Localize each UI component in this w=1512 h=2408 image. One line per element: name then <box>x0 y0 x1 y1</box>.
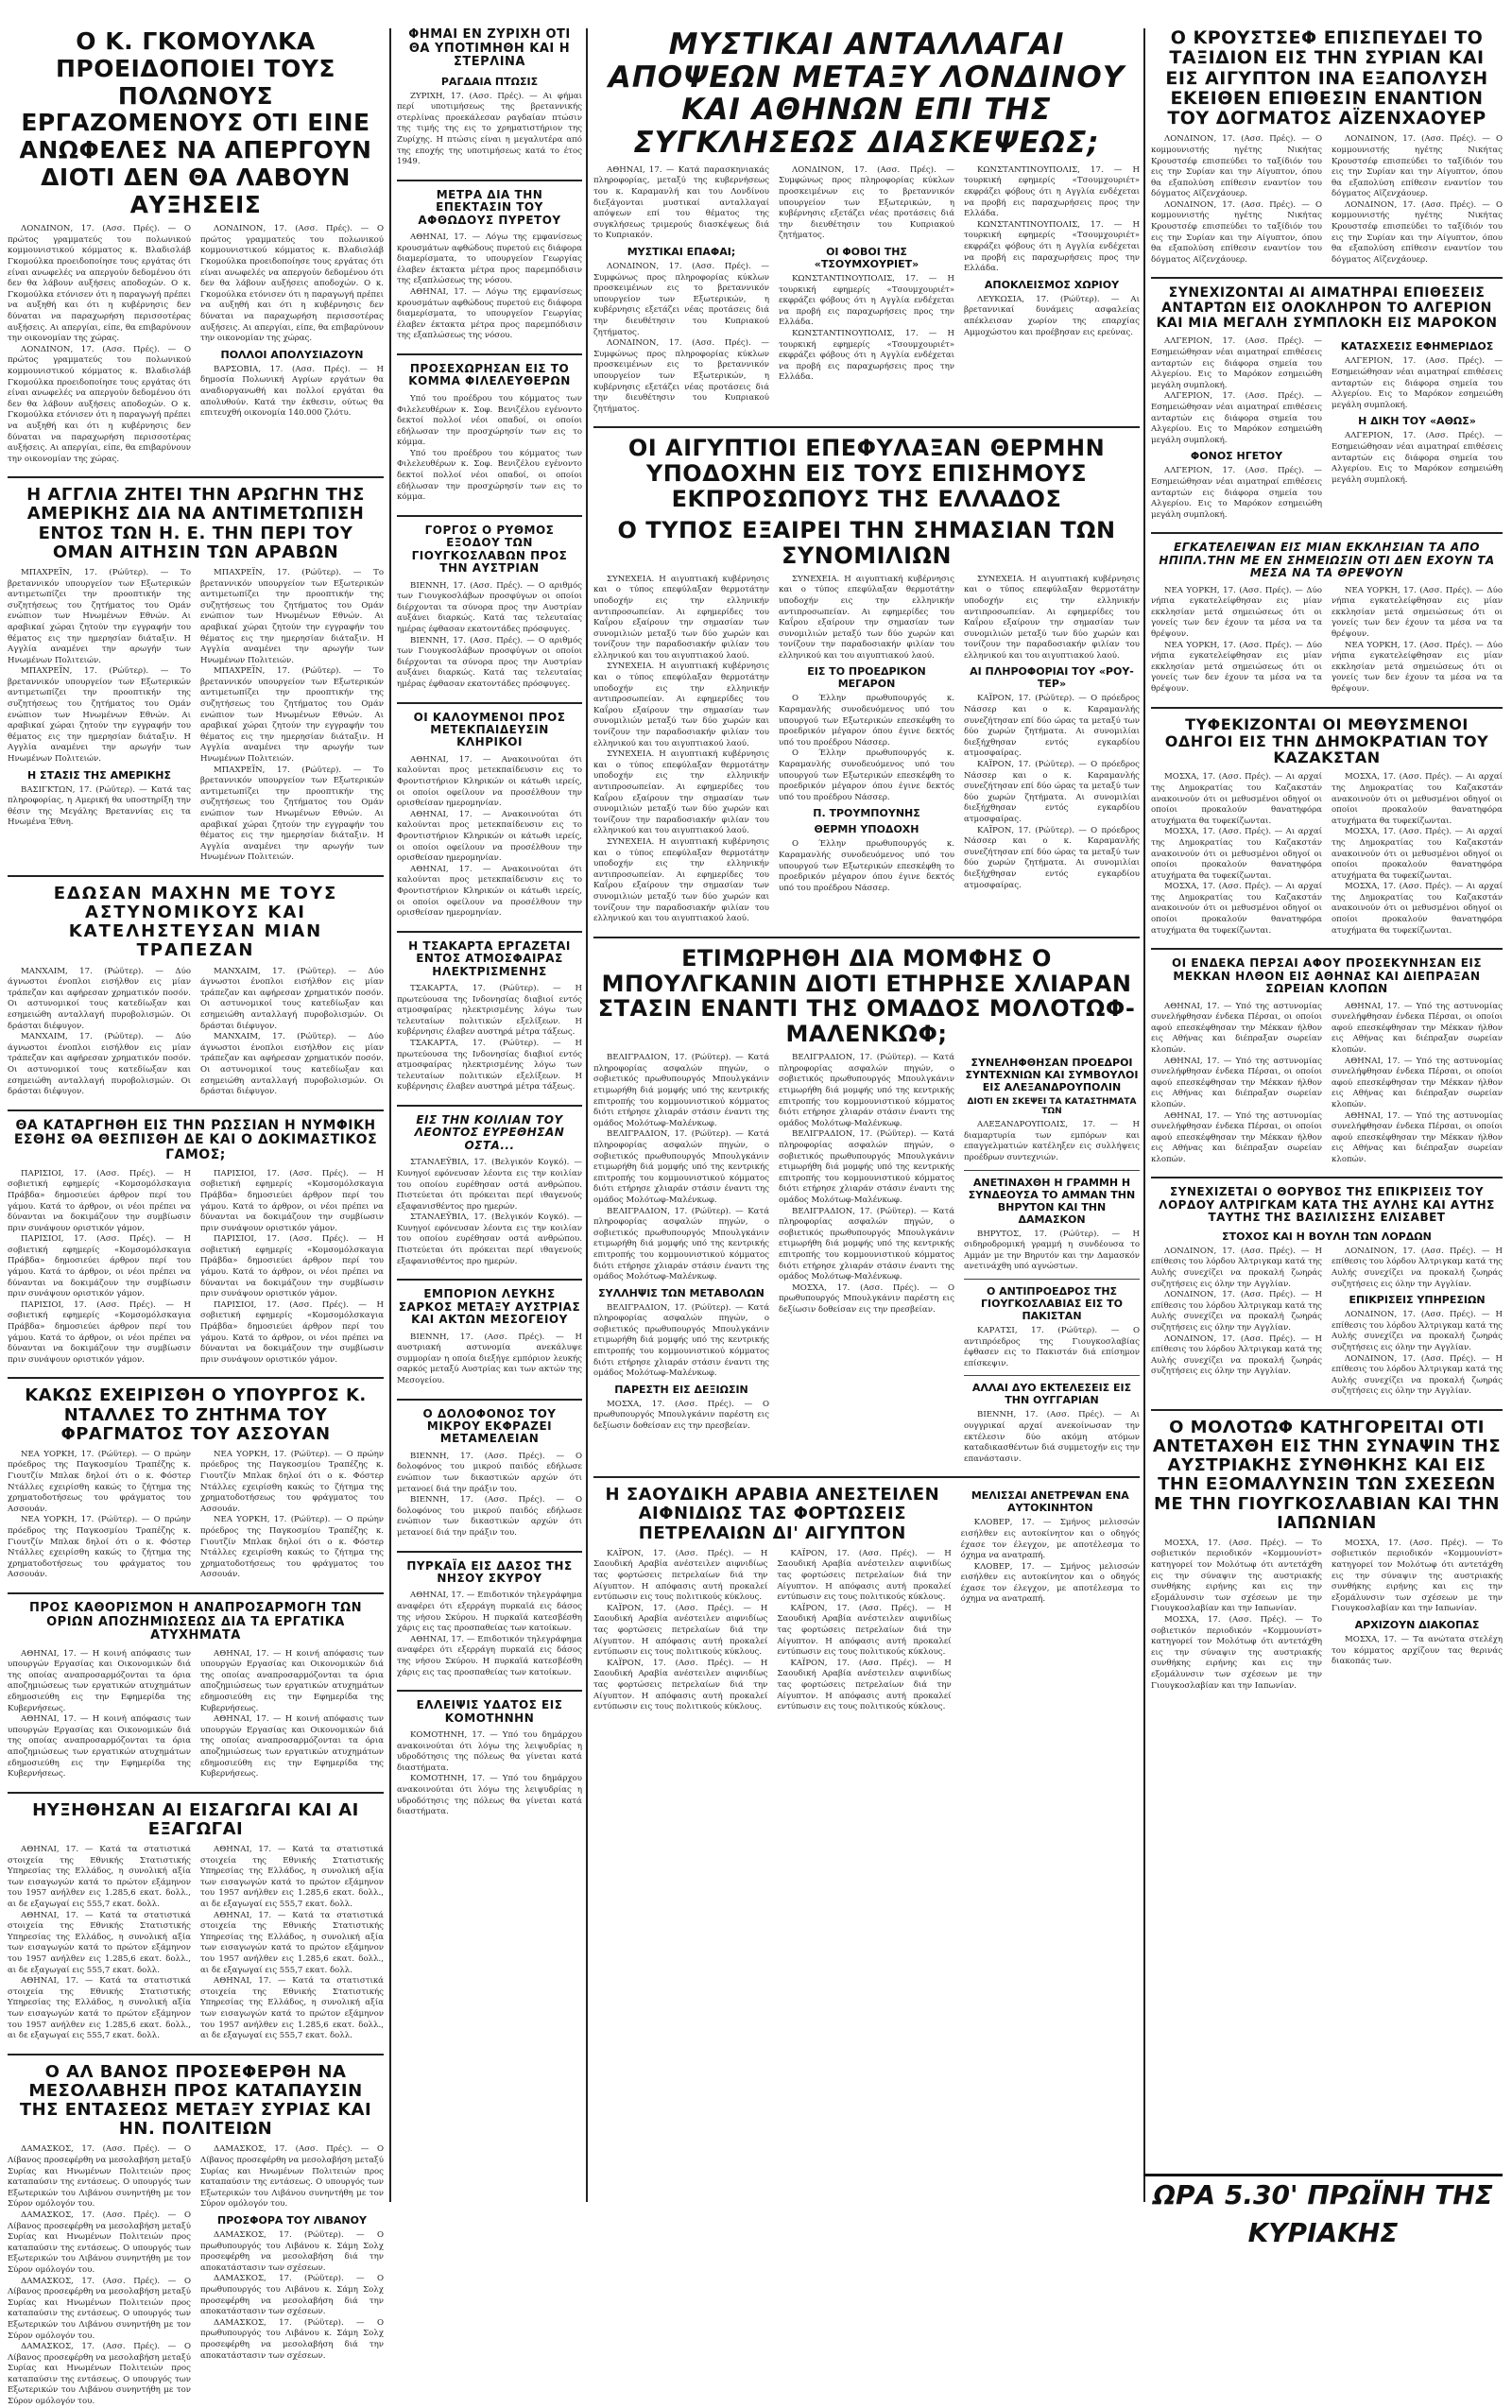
headline: ΜΕΤΡΑ ΔΙΑ ΤΗΝ ΕΠΕΚΤΑΣΙΝ ΤΟΥ ΑΦΘΩΔΟΥΣ ΠΥΡΕΤΟΥ <box>418 187 561 227</box>
article-text: ΚΑΪΡΟΝ, 17. (Ασσ. Πρές). — Η Σαουδική Αραβία ανέστειλεν αιφνιδίως τας φορτώσεις πετρελαίων διά την Αίγυπτον. Η απόφασις αυτή προκαλεί εντύπωσιν εις τους πολιτικούς κύκλους. <box>593 1548 768 1603</box>
article-text: ΜΠΑΧΡΕΪΝ, 17. (Ρώϋτερ). — Το βρεταννικόν υπουργείον των Εξωτερικών αντιμετωπίζει την προοπτικήν της συζητήσεως του ζητήματος του Ομάν ενώπιον των Ηνωμένων Εθνών. Αι αραβικαί χώραι ζητούν την εγγραφήν του θέματος εις την ημερησίαν διάταξιν. Η Αγγλία αναμένει την αρωγήν των Ηνωμένων Πολιτειών. <box>200 765 384 863</box>
article-text: ΜΟΣΧΑ, 17. (Ασσ. Πρές). — Το σοβιετικόν περιοδικόν «Κομμουνίστ» κατηγορεί τον Μολότωφ ότι αντετάχθη εις την σύναψιν της αυστριακής συνθήκης ειρήνης και εις την εξομάλυνσιν των σχέσεων με την Γιουγκοσλαβίαν και την Ιαπωνίαν. <box>1151 1615 1322 1691</box>
article-text: ΤΣΑΚΑΡΤΑ, 17. (Ρώϋτερ). — Η πρωτεύουσα της Ινδονησίας διαβιοί εντός ατμοσφαίρας ηλεκτρισμένης λόγω των τελευταίων πολιτικών εξελίξεων. Η κυβέρνησις έλαβεν αυστηρά μέτρα τάξεως. <box>397 984 582 1038</box>
subheading: ΜΕΛΙΣΣΑΙ ΑΝΕΤΡΕΨΑΝ ΕΝΑ ΑΥΤΟΚΙΝΗΤΟΝ <box>971 1489 1129 1515</box>
article-text: ΒΙΕΝΝΗ, 17. (Ασσ. Πρές). — Ο αριθμός των Γιουγκοσλάβων προσφύγων οι οποίοι διέρχονται τα σύνορα προς την Αυστρίαν αυξάνει διαρκώς. Κατά τας τελευταίας ημέρας έφθασαν εκατοντάδες πρόσφυγες. <box>397 580 582 634</box>
article-text: ΑΛΓΕΡΙΟΝ, 17. (Ασσ. Πρές). — Εσημειώθησαν νέαι αιματηραί επιθέσεις ανταρτών εις διάφορα σημεία του Αλγερίου. Εις το Μαρόκον εσημειώθη μεγάλη συμπλοκή. <box>1151 466 1322 520</box>
headline: ΕΤΙΜΩΡΗΘΗ ΔΙΑ ΜΟΜΦΗΣ Ο ΜΠΟΥΛΓΚΑΝΙΝ ΔΙΟΤΙ ΕΤΗΡΗΣΕ ΧΛΙΑΡΑΝ ΣΤΑΣΙΝ ΕΝΑΝΤΙ ΤΗΣ ΟΜΑΔΟΣ ΜΟΛΟΤΩΦ-ΜΑΛΕΝΚΩΦ; <box>597 944 1136 1048</box>
article-text: ΑΘΗΝΑΙ, 17. — Υπό της αστυνομίας συνελήφθησαν ένδεκα Πέρσαι, οι οποίοι αφού επεσκέφθησαν την Μέκκαν ήλθον εις Αθήνας και διέπραξαν σωρείαν κλοπών. <box>1151 1056 1322 1109</box>
article-text: ΜΑΝΧΑΙΜ, 17. (Ρώϋτερ). — Δύο άγνωστοι ένοπλοι εισήλθον εις μίαν τράπεζαν και αφήρεσαν χρηματικόν ποσόν. Οι αστυνομικοί τους κατεδίωξαν και εσημειώθη ανταλλαγή πυροβολισμών. Οι δράσται διέφυγον. <box>8 1032 191 1097</box>
article-text: ΑΘΗΝΑΙ, 17. — Κατά τα στατιστικά στοιχεία της Εθνικής Στατιστικής Υπηρεσίας της Ελλάδος, η συνολική αξία των εισαγωγών κατά το πρώτον εξάμηνον του 1957 ανήλθεν εις 1.285,6 εκατ. δολλ., αι δε εξαγωγαί εις 555,7 εκατ. δολλ. <box>200 1910 384 1975</box>
article-text: ΚΩΝΣΤΑΝΤΙΝΟΥΠΟΛΙΣ, 17. — Η τουρκική εφημερίς «Τσουμχουριέτ» εκφράζει φόβους ότι η Αγγλία ενδέχεται να προβή εις παραχωρήσεις προς την Ελλάδα. <box>964 164 1140 219</box>
article-text: ΛΟΝΔΙΝΟΝ, 17. (Ασσ. Πρές). — Συμφώνως προς πληροφορίας κύκλων προσκειμένων εις το βρεταννικόν υπουργείον των Εξωτερικών, η κυβέρνησις εξετάζει νέας προτάσεις διά την διευθέτησιν του Κυπριακού ζητήματος. <box>593 338 769 414</box>
article-text: ΣΥΝΕΧΕΙΑ. Η αιγυπτιακή κυβέρνησις και ο τύπος επεφύλαξαν θερμοτάτην υποδοχήν εις την ελληνικήν αντιπροσωπείαν. Αι εφημερίδες του Καΐρου εξαίρουν την σημασίαν των συνομιλιών μεταξύ των δύο χωρών και τονίζουν την παραδοσιακήν φιλίαν του ελληνικού και του αιγυπτιακού λαού. <box>779 574 954 661</box>
headline: Ο ΔΟΛΟΦΟΝΟΣ ΤΟΥ ΜΙΚΡΟΥ ΕΚΦΡΑΖΕΙ ΜΕΤΑΜΕΛΕΙΑΝ <box>422 1406 557 1446</box>
article-text: ΒΙΕΝΝΗ, 17. (Ασσ. Πρές). — Ο δολοφόνος του μικρού παιδός εδήλωσε ενώπιον των δικαστικών αρχών ότι μετανοεί διά την πράξιν του. <box>397 1495 582 1539</box>
article-text: ΚΟΜΟΤΗΝΗ, 17. — Υπό του δημάρχου ανακοινούται ότι λόγω της λειψυδρίας η υδροδότησις της πόλεως θα γίνεται κατά διαστήματα. <box>397 1774 582 1817</box>
article-text: ΜΑΝΧΑΙΜ, 17. (Ρώϋτερ). — Δύο άγνωστοι ένοπλοι εισήλθον εις μίαν τράπεζαν και αφήρεσαν χρηματικόν ποσόν. Οι αστυνομικοί τους κατεδίωξαν και εσημειώθη ανταλλαγή πυροβολισμών. Οι δράσται διέφυγον. <box>200 1032 384 1097</box>
article-text: ΚΑΪΡΟΝ, 17. (Ρώϋτερ). — Ο πρόεδρος Νάσσερ και ο κ. Καραμανλής συνεζήτησαν επί δύο ώρας τα μεταξύ των δύο χωρών ζητήματα. Αι συνομιλίαι διεξήχθησαν εντός εγκαρδίου ατμοσφαίρας. <box>964 760 1140 824</box>
article-london-athens <box>593 28 1140 415</box>
article-text: ΜΟΣΧΑ, 17. (Ασσ. Πρές). — Ο πρωθυπουργός Μπουλγκάνιν παρέστη εις δεξίωσιν δοθείσαν εις την πρεσβείαν. <box>779 1282 954 1315</box>
subheading: ΣΥΛΛΗΨΙΣ ΤΩΝ ΜΕΤΑΒΟΛΩΝ <box>598 1286 765 1299</box>
article-text: ΔΑΜΑΣΚΟΣ, 17. (Ρώϋτερ). — Ο πρωθυπουργός του Λιβάνου κ. Σάμη Σολχ προσεφέρθη να μεσολαβήση διά την αποκατάστασιν των σχέσεων. <box>200 2229 384 2273</box>
signature: Π. ΤΡΟΥΜΠΟΥΝΗΣ <box>813 807 920 820</box>
headline: ΗΥΞΗΘΗΣΑΝ ΑΙ ΕΙΣΑΓΩΓΑΙ ΚΑΙ ΑΙ ΕΞΑΓΩΓΑΙ <box>32 1799 359 1839</box>
article-text: ΚΑΪΡΟΝ, 17. (Ρώϋτερ). — Ο πρόεδρος Νάσσερ και ο κ. Καραμανλής συνεζήτησαν επί δύο ώρας τα μεταξύ των δύο χωρών ζητήματα. Αι συνομιλίαι διεξήχθησαν εντός εγκαρδίου ατμοσφαίρας. <box>964 825 1140 890</box>
article-text: ΑΘΗΝΑΙ, 17. — Υπό της αστυνομίας συνελήφθησαν ένδεκα Πέρσαι, οι οποίοι αφού επεσκέφθησαν την Μέκκαν ήλθον εις Αθήνας και διέπραξαν σωρείαν κλοπών. <box>1332 1110 1503 1164</box>
article-text: ΜΠΑΧΡΕΪΝ, 17. (Ρώϋτερ). — Το βρεταννικόν υπουργείον των Εξωτερικών αντιμετωπίζει την προοπτικήν της συζητήσεως του ζητήματος του Ομάν ενώπιον των Ηνωμένων Εθνών. Αι αραβικαί χώραι ζητούν την εγγραφήν του θέματος εις την ημερησίαν διάταξιν. Η Αγγλία αναμένει την αρωγήν των Ηνωμένων Πολιτειών. <box>8 666 191 765</box>
article-text: ΛΟΝΔΙΝΟΝ, 17. (Ασσ. Πρές). — Συμφώνως προς πληροφορίας κύκλων προσκειμένων εις το βρεταννικόν υπουργείον των Εξωτερικών, η κυβέρνησις εξετάζει νέας προτάσεις διά την διευθέτησιν του Κυπριακού ζητήματος. <box>779 164 954 241</box>
article-text: ΛΟΝΔΙΝΟΝ, 17. (Ασσ. Πρές). — Συμφώνως προς πληροφορίας κύκλων προσκειμένων εις το βρεταννικόν υπουργείον των Εξωτερικών, η κυβέρνησις εξετάζει νέας προτάσεις διά την διευθέτησιν του Κυπριακού ζητήματος. <box>593 262 769 337</box>
subheading: ΕΠΙΚΡΙΣΕΙΣ ΥΠΗΡΕΣΙΩΝ <box>1349 1294 1486 1307</box>
article-text: ΑΛΓΕΡΙΟΝ, 17. (Ασσ. Πρές). — Εσημειώθησαν νέαι αιματηραί επιθέσεις ανταρτών εις διάφορα σημεία του Αλγερίου. Εις το Μαρόκον εσημειώθη μεγάλη συμπλοκή. <box>1332 356 1503 410</box>
article-text: ΔΑΜΑΣΚΟΣ, 17. (Ασσ. Πρές). — Ο Λίβανος προσεφέρθη να μεσολαβήση μεταξύ Συρίας και Ηνωμένων Πολιτειών προς καταπαύσιν της εντάσεως. Ο υπουργός των Εξωτερικών του Λιβάνου συνηντήθη με τον Σύρον ομόλογόν του. <box>8 2144 191 2210</box>
article-text: ΛΟΝΔΙΝΟΝ, 17. (Ασσ. Πρές). — Ο κομμουνιστής ηγέτης Νικήτας Κρουστσέφ επισπεύδει το ταξίδιόν του εις την Συρίαν και την Αίγυπτον, όπου θα εξαπολύση επίθεσιν εναντίον του δόγματος Αϊζενχάουερ. <box>1332 134 1503 199</box>
headline: Η ΣΑΟΥΔΙΚΗ ΑΡΑΒΙΑ ΑΝΕΣΤΕΙΛΕΝ ΑΙΦΝΙΔΙΩΣ ΤΑΣ ΦΟΡΤΩΣΕΙΣ ΠΕΤΡΕΛΑΙΩΝ ΔΙ' ΑΙΓΥΠΤΟΝ <box>605 1485 940 1543</box>
subheading: ΕΙΣ ΤΟ ΠΡΟΕΔΡΙΚΟΝ ΜΕΓΑΡΟΝ <box>807 665 926 691</box>
article-text: ΝΕΑ ΥΟΡΚΗ, 17. (Ρώϋτερ). — Ο πρώην πρόεδρος της Παγκοσμίου Τραπέζης κ. Γιουτζίν Μπλακ δηλοί ότι ο κ. Φόστερ Ντάλλες εχειρίσθη κακώς το ζήτημα της χρηματοδοτήσεως του φράγματος του Ασσουάν. <box>8 1449 191 1514</box>
article-liberals <box>397 363 582 504</box>
headline: ΕΙΣ ΤΗΝ ΚΟΙΛΙΑΝ ΤΟΥ ΛΕΟΝΤΟΣ ΕΥΡΕΘΗΣΑΝ ΟΣΤΑ... <box>414 1113 565 1152</box>
article-text: ΝΕΑ ΥΟΡΚΗ, 17. (Ασσ. Πρές). — Δύο νήπια εγκατελείφθησαν εις μίαν εκκλησίαν μετά σημειώσεως ότι οι γονείς των δεν έχουν τα μέσα να τα θρέψουν. <box>1151 585 1322 640</box>
article-oman <box>8 486 384 864</box>
subheading: Η ΣΤΑΣΙΣ ΤΗΣ ΑΜΕΡΙΚΗΣ <box>27 768 171 782</box>
article-text: ΑΘΗΝΑΙ, 17. — Υπό της αστυνομίας συνελήφθησαν ένδεκα Πέρσαι, οι οποίοι αφού επεσκέφθησαν την Μέκκαν ήλθον εις Αθήνας και διέπραξαν σωρείαν κλοπών. <box>1332 1001 1503 1055</box>
subheading: ΚΑΤΑΣΧΕΣΙΣ ΕΦΗΜΕΡΙΔΟΣ <box>1340 340 1494 353</box>
article-text: ΛΟΝΔΙΝΟΝ, 17. (Ασσ. Πρές). — Η επίθεσις του λόρδου Άλτριγκαμ κατά της Αυλής συνεχίζει να προκαλή ζωηράς συζητήσεις εις όλην την Αγγλίαν. <box>1151 1333 1322 1377</box>
article-text: ΔΑΜΑΣΚΟΣ, 17. (Ρώϋτερ). — Ο πρωθυπουργός του Λιβάνου κ. Σάμη Σολχ προσεφέρθη να μεσολαβήση διά την αποκατάστασιν των σχέσεων. <box>200 2274 384 2317</box>
article-text: ΜΟΣΧΑ, 17. (Ασσ. Πρές). — Το σοβιετικόν περιοδικόν «Κομμουνίστ» κατηγορεί τον Μολότωφ ότι αντετάχθη εις την σύναψιν της αυστριακής συνθήκης ειρήνης και εις την εξομάλυνσιν των σχέσεων με την Γιουγκοσλαβίαν και την Ιαπωνίαν. <box>1151 1538 1322 1614</box>
article-lebanon <box>8 2063 384 2408</box>
subheading: ΑΠΟΚΛΕΙΣΜΟΣ ΧΩΡΙΟΥ <box>984 278 1120 291</box>
headline: ΠΡΟΣΕΧΩΡΗΣΑΝ ΕΙΣ ΤΟ ΚΟΜΜΑ ΦΙΛΕΛΕΥΘΕΡΩΝ <box>408 362 571 388</box>
article-text: ΠΑΡΙΣΙΟΙ, 17. (Ασσ. Πρές). — Η σοβιετική εφημερίς «Κομσομόλσκαγια Πράβδα» δημοσιεύει άρθρον περί του γάμου. Κατά το άρθρον, οι νέοι πρέπει να δύνανται να δοκιμάζουν την συμβίωσιν πριν συνάψουν οριστικόν γάμον. <box>200 1168 384 1233</box>
article-text: ΣΥΝΕΧΕΙΑ. Η αιγυπτιακή κυβέρνησις και ο τύπος επεφύλαξαν θερμοτάτην υποδοχήν εις την ελληνικήν αντιπροσωπείαν. Αι εφημερίδες του Καΐρου εξαίρουν την σημασίαν των συνομιλιών μεταξύ των δύο χωρών και τονίζουν την παραδοσιακήν φιλίαν του ελληνικού και του αιγυπτιακού λαού. <box>593 749 769 836</box>
headline: ΣΥΝΕΧΙΖΟΝΤΑΙ ΑΙ ΑΙΜΑΤΗΡΑΙ ΕΠΙΘΕΣΕΙΣ ΑΝΤΑΡΤΩΝ ΕΙΣ ΟΛΟΚΛΗΡΟΝ ΤΟ ΑΛΓΕΡΙΟΝ ΚΑΙ ΜΙΑ ΜΕΓΑΛΗ ΣΥΜΠΛΟΚΗ ΕΙΣ ΜΑΡΟΚΟΝ <box>1156 285 1498 331</box>
article-text: ΒΙΕΝΝΗ, 17. (Ασσ. Πρές). — Η αυστριακή αστυνομία ανεκάλυψε συμμορίαν η οποία διεξήγε εμπόριον λευκής σαρκός μεταξύ Αυστρίας και των ακτών της Μεσογείου. <box>397 1332 582 1385</box>
article-text: ΑΘΗΝΑΙ, 17. — Κατά τα στατιστικά στοιχεία της Εθνικής Στατιστικής Υπηρεσίας της Ελλάδος, η συνολική αξία των εισαγωγών κατά το πρώτον εξάμηνον του 1957 ανήλθεν εις 1.285,6 εκατ. δολλ., αι δε εξαγωγαί εις 555,7 εκατ. δολλ. <box>8 1976 191 2041</box>
subheading: ΜΥΣΤΙΚΑΙ ΕΠΑΦΑΙ; <box>627 246 736 259</box>
article-text: ΠΑΡΙΣΙΟΙ, 17. (Ασσ. Πρές). — Η σοβιετική εφημερίς «Κομσομόλσκαγια Πράβδα» δημοσιεύει άρθρον περί του γάμου. Κατά το άρθρον, οι νέοι πρέπει να δύνανται να δοκιμάζουν την συμβίωσιν πριν συνάψουν οριστικόν γάμον. <box>8 1234 191 1299</box>
article-text: ΛΟΝΔΙΝΟΝ, 17. (Ασσ. Πρές). — Ο πρώτος γραμματεύς του πολωνικού κομμουνιστικού κόμματος κ. Βλαδισλάβ Γκομούλκα προειδοποίησε τους εργάτας ότι είναι ανωφελές να απεργούν δεδομένου ότι δεν θα λάβουν αυξήσεις αποδοχών. Ο κ. Γκομούλκα ετόνισεν ότι η παραγωγή πρέπει να αυξηθή και ότι η κυβέρνησις δεν δύναται να παραχωρήση περισσοτέρας αυξήσεις. Αι απεργίαι, είπε, θα επιβαρύνουν την οικονομίαν της χώρας. <box>8 344 191 464</box>
article-text: ΚΑΪΡΟΝ, 17. (Ασσ. Πρές). — Η Σαουδική Αραβία ανέστειλεν αιφνιδίως τας φορτώσεις πετρελαίων διά την Αίγυπτον. Η απόφασις αυτή προκαλεί εντύπωσιν εις τους πολιτικούς κύκλους. <box>593 1603 768 1658</box>
article-text: ΛΟΝΔΙΝΟΝ, 17. (Ασσ. Πρές). — Ο κομμουνιστής ηγέτης Νικήτας Κρουστσέφ επισπεύδει το ταξίδιόν του εις την Συρίαν και την Αίγυπτον, όπου θα εξαπολύση επίθεσιν εναντίον του δόγματος Αϊζενχάουερ. <box>1151 134 1322 199</box>
subheading: ΔΙΟΤΙ ΕΝ ΣΚΕΨΕΙ ΤΑ ΚΑΤΑΣΤΗΜΑΤΑ ΤΩΝ <box>967 1097 1137 1117</box>
article-text: ΜΠΑΧΡΕΪΝ, 17. (Ρώϋτερ). — Το βρεταννικόν υπουργείον των Εξωτερικών αντιμετωπίζει την προοπτικήν της συζητήσεως του ζητήματος του Ομάν ενώπιον των Ηνωμένων Εθνών. Αι αραβικαί χώραι ζητούν την εγγραφήν του θέματος εις την ημερησίαν διάταξιν. Η Αγγλία αναμένει την αρωγήν των Ηνωμένων Πολιτειών. <box>8 567 191 665</box>
subheading: ΣΤΟΧΟΣ ΚΑΙ Η ΒΟΥΛΗ ΤΩΝ ΛΟΡΔΩΝ <box>1222 1230 1432 1243</box>
subheading: ΘΕΡΜΗ ΥΠΟΔΟΧΗ <box>814 823 919 836</box>
subheading: ΠΑΡΕΣΤΗ ΕΙΣ ΔΕΞΙΩΣΙΝ <box>614 1383 748 1396</box>
subheading: ΣΥΝΕΛΗΦΘΗΣΑΝ ΠΡΟΕΔΡΟΙ ΣΥΝΤΕΧΝΙΩΝ ΚΑΙ ΣΥΜΒΟΥΛΟΙ ΕΙΣ ΑΛΕΞΑΝΔΡΟΥΠΟΛΙΝ <box>965 1057 1139 1094</box>
subheading: ΠΡΟΣΦΟΡΑ ΤΟΥ ΛΙΒΑΝΟΥ <box>217 2213 367 2227</box>
article-text: ΑΛΓΕΡΙΟΝ, 17. (Ασσ. Πρές). — Εσημειώθησαν νέαι αιματηραί επιθέσεις ανταρτών εις διάφορα σημεία του Αλγερίου. Εις το Μαρόκον εσημειώθη μεγάλη συμπλοκή. <box>1151 336 1322 390</box>
article-text: ΠΑΡΙΣΙΟΙ, 17. (Ασσ. Πρές). — Η σοβιετική εφημερίς «Κομσομόλσκαγια Πράβδα» δημοσιεύει άρθρον περί του γάμου. Κατά το άρθρον, οι νέοι πρέπει να δύνανται να δοκιμάζουν την συμβίωσιν πριν συνάψουν οριστικόν γάμον. <box>200 1234 384 1299</box>
headline: ΕΔΩΣΑΝ ΜΑΧΗΝ ΜΕ ΤΟΥΣ ΑΣΤΥΝΟΜΙΚΟΥΣ ΚΑΙ ΚΑΤΕΛΗΣΤΕΥΣΑΝ ΜΙΑΝ ΤΡΑΠΕΖΑΝ <box>53 883 338 961</box>
article-text: ΜΟΣΧΑ, 17. (Ασσ. Πρές). — Αι αρχαί της Δημοκρατίας του Καζακστάν ανακοινούν ότι οι μεθυσμένοι οδηγοί οι οποίοι προκαλούν θανατηφόρα ατυχήματα θα τυφεκίζωνται. <box>1151 827 1322 881</box>
headline: ΦΗΜΑΙ ΕΝ ΖΥΡΙΧΗ ΟΤΙ ΘΑ ΥΠΟΤΙΜΗΘΗ ΚΑΙ Η ΣΤΕΡΛΙΝΑ <box>408 27 571 70</box>
article-bulganin <box>593 946 1140 1466</box>
article-text: ΒΗΡΥΤΟΣ, 17. (Ρώϋτερ). — Η σιδηροδρομική γραμμή η συνδέουσα το Αμμάν με την Βηρυτόν και την Δαμασκόν ανετινάχθη υπό αγνώστων. <box>964 1229 1140 1272</box>
article-murderer <box>397 1408 582 1539</box>
article-text: ΜΟΣΧΑ, 17. (Ασσ. Πρές). — Αι αρχαί της Δημοκρατίας του Καζακστάν ανακοινούν ότι οι μεθυσμένοι οδηγοί οι οποίοι προκαλούν θανατηφόρα ατυχήματα θα τυφεκίζωνται. <box>1332 882 1503 936</box>
article-text: Ο Έλλην πρωθυπουργός κ. Καραμανλής συνοδευόμενος υπό του υπουργού των Εξωτερικών επεσκέφθη το προεδρικόν μέγαρον όπου έγινε δεκτός υπό του προέδρου Νάσσερ. <box>779 839 954 893</box>
article-altrincham <box>1151 1186 1503 1397</box>
article-imports <box>8 1801 384 2042</box>
article-text: ΚΩΝΣΤΑΝΤΙΝΟΥΠΟΛΙΣ, 17. — Η τουρκική εφημερίς «Τσουμχουριέτ» εκφράζει φόβους ότι η Αγγλία ενδέχεται να προβή εις παραχωρήσεις προς την Ελλάδα. <box>779 274 954 328</box>
article-text: ΑΘΗΝΑΙ, 17. — Η κοινή απόφασις των υπουργών Εργασίας και Οικονομικών διά της οποίας αναπροσαρμόζονται τα όρια αποζημιώσεως των εργατικών ατυχημάτων εδημοσιεύθη εις την Εφημερίδα της Κυβερνήσεως. <box>200 1714 384 1780</box>
article-text: ΜΟΣΧΑ, 17. (Ασσ. Πρές). — Το σοβιετικόν περιοδικόν «Κομμουνίστ» κατηγορεί τον Μολότωφ ότι αντετάχθη εις την σύναψιν της αυστριακής συνθήκης ειρήνης και εις την εξομάλυνσιν των σχέσεων με την Γιουγκοσλαβίαν και την Ιαπωνίαν. <box>1332 1538 1503 1614</box>
article-komotini-water <box>397 1699 582 1818</box>
article-text: ΚΑΡΑΤΣΙ, 17. (Ρώϋτερ). — Ο αντιπρόεδρος της Γιουγκοσλαβίας έφθασεν εις το Πακιστάν διά επίσημον επίσκεψιν. <box>964 1325 1140 1368</box>
headline: ΠΡΟΣ ΚΑΘΟΡΙΣΜΟΝ Η ΑΝΑΠΡΟΣΑΡΜΟΓΗ ΤΩΝ ΟΡΙΩΝ ΑΠΟΖΗΜΙΩΣΕΩΣ ΔΙΑ ΤΑ ΕΡΓΑΤΙΚΑ ΑΤΥΧΗΜΑΤΑ <box>28 1601 363 1643</box>
article-text: ΣΤΑΝΛΕΫΒΙΛ, 17. (Βελγικόν Κογκό). — Κυνηγοί εφόνευσαν λέοντα εις την κοιλίαν του οποίου ευρέθησαν οστά ανθρώπου. Πιστεύεται ότι πρόκειται περί ιθαγενούς εξαφανισθέντος προ ημερών. <box>397 1158 582 1212</box>
article-text: ΑΘΗΝΑΙ, 17. — Ανακοινούται ότι καλούνται προς μετεκπαίδευσιν εις το Φροντιστήριον Κληρικών οι κάτωθι ιερείς, οι οποίοι οφείλουν να προσέλθουν την ορισθείσαν ημερομηνίαν. <box>397 809 582 864</box>
article-text: ΒΑΣΙΓΚΤΩΝ, 17. (Ρώϋτερ). — Κατά τας πληροφορίας, η Αμερική θα υποστηρίξη την θέσιν της Μεγάλης Βρεταννίας εις τα Ηνωμένα Έθνη. <box>8 784 191 828</box>
article-church-infants <box>1151 542 1503 695</box>
article-text: ΜΑΝΧΑΙΜ, 17. (Ρώϋτερ). — Δύο άγνωστοι ένοπλοι εισήλθον εις μίαν τράπεζαν και αφήρεσαν χρηματικόν ποσόν. Οι αστυνομικοί τους κατεδίωξαν και εσημειώθη ανταλλαγή πυροβολισμών. Οι δράσται διέφυγον. <box>200 966 384 1031</box>
article-text: ΑΘΗΝΑΙ, 17. — Κατά τα στατιστικά στοιχεία της Εθνικής Στατιστικής Υπηρεσίας της Ελλάδος, η συνολική αξία των εισαγωγών κατά το πρώτον εξάμηνον του 1957 ανήλθεν εις 1.285,6 εκατ. δολλ., αι δε εξαγωγαί εις 555,7 εκατ. δολλ. <box>200 1976 384 2041</box>
headline: Ο ΑΛ ΒΑΝΟΣ ΠΡΟΣΕΦΕΡΘΗ ΝΑ ΜΕΣΟΛΑΒΗΣΗ ΠΡΟΣ ΚΑΤΑΠΑΥΣΙΝ ΤΗΣ ΕΝΤΑΣΕΩΣ ΜΕΤΑΞΥ ΣΥΡΙΑΣ ΚΑΙ ΗΝ. ΠΟΛΙΤΕΙΩΝ <box>19 2061 372 2140</box>
article-text: ΛΟΝΔΙΝΟΝ, 17. (Ασσ. Πρές). — Ο πρώτος γραμματεύς του πολωνικού κομμουνιστικού κόμματος κ. Βλαδισλάβ Γκομούλκα προειδοποίησε τους εργάτας ότι είναι ανωφελές να απεργούν δεδομένου ότι δεν θα λάβουν αυξήσεις αποδοχών. Ο κ. Γκομούλκα ετόνισεν ότι η παραγωγή πρέπει να αυξηθή και ότι η κυβέρνησις δεν δύναται να παραχωρήση περισσοτέρας αυξήσεις. Αι απεργίαι, είπε, θα επιβαρύνουν την οικονομίαν της χώρας. <box>200 224 384 344</box>
article-text: ΔΑΜΑΣΚΟΣ, 17. (Ασσ. Πρές). — Ο Λίβανος προσεφέρθη να μεσολαβήση μεταξύ Συρίας και Ηνωμένων Πολιτειών προς καταπαύσιν της εντάσεως. Ο υπουργός των Εξωτερικών του Λιβάνου συνηντήθη με τον Σύρον ομόλογόν του. <box>200 2144 384 2210</box>
article-saudi <box>593 1486 1140 1712</box>
subheading: ΑΡΧΙΖΟΥΝ ΔΙΑΚΟΠΑΣ <box>1354 1619 1480 1631</box>
headline: ΚΑΚΩΣ ΕΧΕΙΡΙΣΘΗ Ο ΥΠΟΥΡΓΟΣ Κ. ΝΤΑΛΛΕΣ ΤΟ ΖΗΤΗΜΑ ΤΟΥ ΦΡΑΓΜΑΤΟΣ ΤΟΥ ΑΣΣΟΥΑΝ <box>25 1385 367 1444</box>
article-text: ΚΑΪΡΟΝ, 17. (Ρώϋτερ). — Ο πρόεδρος Νάσσερ και ο κ. Καραμανλής συνεζήτησαν επί δύο ώρας τα μεταξύ των δύο χωρών ζητήματα. Αι συνομιλίαι διεξήχθησαν εντός εγκαρδίου ατμοσφαίρας. <box>964 694 1140 759</box>
article-text: ΔΑΜΑΣΚΟΣ, 17. (Ασσ. Πρές). — Ο Λίβανος προσεφέρθη να μεσολαβήση μεταξύ Συρίας και Ηνωμένων Πολιτειών προς καταπαύσιν της εντάσεως. Ο υπουργός των Εξωτερικών του Λιβάνου συνηντήθη με τον Σύρον ομόλογόν του. <box>8 2342 191 2407</box>
article-text: ΛΟΝΔΙΝΟΝ, 17. (Ασσ. Πρές). — Η επίθεσις του λόρδου Άλτριγκαμ κατά της Αυλής συνεχίζει να προκαλή ζωηράς συζητήσεις εις όλην την Αγγλίαν. <box>1332 1353 1503 1397</box>
article-sterling <box>397 28 582 168</box>
article-text: Υπό του προέδρου του κόμματος των Φιλελευθέρων κ. Σοφ. Βενιζέλου εγένοντο δεκτοί πολλοί νέοι οπαδοί, οι οποίοι εδήλωσαν την προσχώρησίν των εις το κόμμα. <box>397 448 582 503</box>
article-text: ΑΘΗΝΑΙ, 17. — Λόγω της εμφανίσεως κρουσμάτων αφθώδους πυρετού εις διάφορα διαμερίσματα, το υπουργείον Γεωργίας έλαβεν έκτακτα μέτρα προς παρεμπόδισιν της εξαπλώσεως της νόσου. <box>397 287 582 341</box>
article-text: ΛΟΝΔΙΝΟΝ, 17. (Ασσ. Πρές). — Ο κομμουνιστής ηγέτης Νικήτας Κρουστσέφ επισπεύδει το ταξίδιόν του εις την Συρίαν και την Αίγυπτον, όπου θα εξαπολύση επίθεσιν εναντίον του δόγματος Αϊζενχάουερ. <box>1151 199 1322 265</box>
article-text: ΜΠΑΧΡΕΪΝ, 17. (Ρώϋτερ). — Το βρεταννικόν υπουργείον των Εξωτερικών αντιμετωπίζει την προοπτικήν της συζητήσεως του ζητήματος του Ομάν ενώπιον των Ηνωμένων Εθνών. Αι αραβικαί χώραι ζητούν την εγγραφήν του θέματος εις την ημερησίαν διάταξιν. Η Αγγλία αναμένει την αρωγήν των Ηνωμένων Πολιτειών. <box>200 567 384 665</box>
headline: Η ΤΣΑΚΑΡΤΑ ΕΡΓΑΖΕΤΑΙ ΕΝΤΟΣ ΑΤΜΟΣΦΑΙΡΑΣ ΗΛΕΚΤΡΙΣΜΕΝΗΣ <box>408 938 571 978</box>
headline: ΠΥΡΚΑΪΑ ΕΙΣ ΔΑΣΟΣ ΤΗΣ ΝΗΣΟΥ ΣΚΥΡΟΥ <box>406 1558 573 1586</box>
article-text: ΑΘΗΝΑΙ, 17. — Ανακοινούται ότι καλούνται προς μετεκπαίδευσιν εις το Φροντιστήριον Κληρικών οι κάτωθι ιερείς, οι οποίοι οφείλουν να προσέλθουν την ορισθείσαν ημερομηνίαν. <box>397 754 582 809</box>
article-text: ΝΕΑ ΥΟΡΚΗ, 17. (Ασσ. Πρές). — Δύο νήπια εγκατελείφθησαν εις μίαν εκκλησίαν μετά σημειώσεως ότι οι γονείς των δεν έχουν τα μέσα να τα θρέψουν. <box>1151 640 1322 695</box>
article-text: ΛΟΝΔΙΝΟΝ, 17. (Ασσ. Πρές). — Η επίθεσις του λόρδου Άλτριγκαμ κατά της Αυλής συνεχίζει να προκαλή ζωηράς συζητήσεις εις όλην την Αγγλίαν. <box>1332 1310 1503 1352</box>
article-dulles <box>8 1386 384 1581</box>
headline: Ο ΜΟΛΟΤΩΦ ΚΑΤΗΓΟΡΕΙΤΑΙ ΟΤΙ ΑΝΤΕΤΑΧΘΗ ΕΙΣ ΤΗΝ ΣΥΝΑΨΙΝ ΤΗΣ ΑΥΣΤΡΙΑΚΗΣ ΣΥΝΘΗΚΗΣ ΚΑΙ ΕΙΣ ΤΗΝ ΕΞΟΜΑΛΥΝΣΙΝ ΤΩΝ ΣΧΕΣΕΩΝ ΜΕ ΤΗΝ ΓΙΟΥΓΚΟΣΛΑΒΙΑΝ ΚΑΙ ΤΗΝ ΙΑΠΩΝΙΑΝ <box>1152 1417 1502 1533</box>
article-text: ΔΑΜΑΣΚΟΣ, 17. (Ασσ. Πρές). — Ο Λίβανος προσεφέρθη να μεσολαβήση μεταξύ Συρίας και Ηνωμένων Πολιτειών προς καταπαύσιν της εντάσεως. Ο υπουργός των Εξωτερικών του Λιβάνου συνηντήθη με τον Σύρον ομόλογόν του. <box>8 2210 191 2275</box>
subheading: ΟΙ ΦΟΒΟΙ ΤΗΣ «ΤΣΟΥΜΧΟΥΡΙΕΤ» <box>814 246 919 271</box>
article-skyros-fire <box>397 1560 582 1679</box>
subheading: Ο ΑΝΤΙΠΡΟΕΔΡΟΣ ΤΗΣ ΓΙΟΥΓΚΟΣΛΑΒΙΑΣ ΕΙΣ ΤΟ ΠΑΚΙΣΤΑΝ <box>981 1284 1123 1322</box>
subheading: ΑΙ ΠΛΗΡΟΦΟΡΙΑΙ ΤΟΥ «ΡΟΥ-ΤΕΡ» <box>970 665 1134 691</box>
article-text: ΛΟΝΔΙΝΟΝ, 17. (Ασσ. Πρές). — Η επίθεσις του λόρδου Άλτριγκαμ κατά της Αυλής συνεχίζει να προκαλή ζωηράς συζητήσεις εις όλην την Αγγλίαν. <box>1332 1246 1503 1289</box>
article-text: ΑΘΗΝΑΙ, 17. — Υπό της αστυνομίας συνελήφθησαν ένδεκα Πέρσαι, οι οποίοι αφού επεσκέφθησαν την Μέκκαν ήλθον εις Αθήνας και διέπραξαν σωρείαν κλοπών. <box>1151 1001 1322 1055</box>
article-text: ΑΘΗΝΑΙ, 17. — Ανακοινούται ότι καλούνται προς μετεκπαίδευσιν εις το Φροντιστήριον Κληρικών οι κάτωθι ιερείς, οι οποίοι οφείλουν να προσέλθουν την ορισθείσαν ημερομηνίαν. <box>397 864 582 919</box>
subheading: Η ΔΙΚΗ ΤΟΥ «ΑΘΩΣ» <box>1358 415 1476 428</box>
article-text: ΣΥΝΕΧΕΙΑ. Η αιγυπτιακή κυβέρνησις και ο τύπος επεφύλαξαν θερμοτάτην υποδοχήν εις την ελληνικήν αντιπροσωπείαν. Αι εφημερίδες του Καΐρου εξαίρουν την σημασίαν των συνομιλιών μεταξύ των δύο χωρών και τονίζουν την παραδοσιακήν φιλίαν του ελληνικού και του αιγυπτιακού λαού. <box>964 574 1140 661</box>
subheading: ΡΑΓΔΑΙΑ ΠΤΩΣΙΣ <box>440 75 539 88</box>
article-text: ΑΘΗΝΑΙ, 17. — Η κοινή απόφασις των υπουργών Εργασίας και Οικονομικών διά της οποίας αναπροσαρμόζονται τα όρια αποζημιώσεως των εργατικών ατυχημάτων εδημοσιεύθη εις την Εφημερίδα της Κυβερνήσεως. <box>8 1648 191 1713</box>
article-text: ΚΛΟΒΕΡ, 17. — Σμήνος μελισσών εισήλθεν εις αυτοκίνητον και ο οδηγός έχασε τον έλεγχον, με αποτέλεσμα το όχημα να ανατραπή. <box>960 1518 1140 1561</box>
article-text: ΝΕΑ ΥΟΡΚΗ, 17. (Ρώϋτερ). — Ο πρώην πρόεδρος της Παγκοσμίου Τραπέζης κ. Γιουτζίν Μπλακ δηλοί ότι ο κ. Φόστερ Ντάλλες εχειρίσθη κακώς το ζήτημα της χρηματοδοτήσεως του φράγματος του Ασσουάν. <box>200 1449 384 1514</box>
article-text: ΒΕΛΙΓΡΑΔΙΟΝ, 17. (Ρώϋτερ). — Κατά πληροφορίας ασφαλών πηγών, ο σοβιετικός πρωθυπουργός Μπουλγκάνιν ετιμωρήθη διά μομφής υπό της κεντρικής επιτροπής του κομμουνιστικού κόμματος διότι ετήρησε χλιαράν στάσιν έναντι της ομάδος Μολότωφ-Μαλένκωφ. <box>779 1129 954 1205</box>
article-molotov <box>1151 1419 1503 1692</box>
article-text: ΠΑΡΙΣΙΟΙ, 17. (Ασσ. Πρές). — Η σοβιετική εφημερίς «Κομσομόλσκαγια Πράβδα» δημοσιεύει άρθρον περί του γάμου. Κατά το άρθρον, οι νέοι πρέπει να δύνανται να δοκιμάζουν την συμβίωσιν πριν συνάψουν οριστικόν γάμον. <box>8 1299 191 1365</box>
article-text: ΔΑΜΑΣΚΟΣ, 17. (Ασσ. Πρές). — Ο Λίβανος προσεφέρθη να μεσολαβήση μεταξύ Συρίας και Ηνωμένων Πολιτειών προς καταπαύσιν της εντάσεως. Ο υπουργός των Εξωτερικών του Λιβάνου συνηντήθη με τον Σύρον ομόλογόν του. <box>8 2276 191 2341</box>
headline: ΟΙ ΚΑΛΟΥΜΕΝΟΙ ΠΡΟΣ ΜΕΤΕΚΠΑΙΔΕΥΣΙΝ ΚΛΗΡΙΚΟΙ <box>413 710 566 749</box>
article-text: ΠΑΡΙΣΙΟΙ, 17. (Ασσ. Πρές). — Η σοβιετική εφημερίς «Κομσομόλσκαγια Πράβδα» δημοσιεύει άρθρον περί του γάμου. Κατά το άρθρον, οι νέοι πρέπει να δύνανται να δοκιμάζουν την συμβίωσιν πριν συνάψουν οριστικόν γάμον. <box>200 1299 384 1365</box>
article-text: ΚΛΟΒΕΡ, 17. — Σμήνος μελισσών εισήλθεν εις αυτοκίνητον και ο οδηγός έχασε τον έλεγχον, με αποτέλεσμα το όχημα να ανατραπή. <box>960 1561 1140 1605</box>
article-text: ΑΘΗΝΑΙ, 17. — Επιδοτικόν τηλεγράφημα αναφέρει ότι εξερράγη πυρκαϊά εις δάσος της νήσου Σκύρου. Η πυρκαϊά κατεσβέσθη χάρις εις τας προσπαθείας των κατοίκων. <box>397 1591 582 1634</box>
headline: ΕΓΚΑΤΕΛΕΙΨΑΝ ΕΙΣ ΜΙΑΝ ΕΚΚΛΗΣΙΑΝ ΤΑ ΑΠΟ ΗΠΙΠΛ.ΤΗΝ ΜΕ ΕΝ ΣΗΜΕΙΩΣΙΝ ΟΤΙ ΔΕΝ ΕΧΟΥΝ ΤΑ ΜΕΣΑ ΝΑ ΤΑ ΘΡΕΨΟΥΝ <box>1159 541 1495 580</box>
article-text: ΑΘΗΝΑΙ, 17. — Η κοινή απόφασις των υπουργών Εργασίας και Οικονομικών διά της οποίας αναπροσαρμόζονται τα όρια αποζημιώσεως των εργατικών ατυχημάτων εδημοσιεύθη εις την Εφημερίδα της Κυβερνήσεως. <box>200 1648 384 1713</box>
article-text: ΑΘΗΝΑΙ, 17. — Υπό της αστυνομίας συνελήφθησαν ένδεκα Πέρσαι, οι οποίοι αφού επεσκέφθησαν την Μέκκαν ήλθον εις Αθήνας και διέπραξαν σωρείαν κλοπών. <box>1332 1056 1503 1109</box>
article-egypt <box>593 436 1140 924</box>
article-text: ΑΘΗΝΑΙ, 17. — Κατά παρασκηνιακάς πληροφορίας, μεταξύ της κυβερνήσεως του κ. Καραμανλή και του Λονδίνου διεξάγονται μυστικαί ανταλλαγαί απόψεων επί του θέματος της συγκλήσεως τριμερούς διασκέψεως διά το Κυπριακόν. <box>593 164 769 241</box>
article-text: ΑΘΗΝΑΙ, 17. — Λόγω της εμφανίσεως κρουσμάτων αφθώδους πυρετού εις διάφορα διαμερίσματα, το υπουργείον Γεωργίας έλαβεν έκτακτα μέτρα προς παρεμπόδισιν της εξαπλώσεως της νόσου. <box>397 232 582 286</box>
article-text: ΝΕΑ ΥΟΡΚΗ, 17. (Ασσ. Πρές). — Δύο νήπια εγκατελείφθησαν εις μίαν εκκλησίαν μετά σημειώσεως ότι οι γονείς των δεν έχουν τα μέσα να τα θρέψουν. <box>1332 640 1503 695</box>
article-text: ΒΕΛΙΓΡΑΔΙΟΝ, 17. (Ρώϋτερ). — Κατά πληροφορίας ασφαλών πηγών, ο σοβιετικός πρωθυπουργός Μπουλγκάνιν ετιμωρήθη διά μομφής υπό της κεντρικής επιτροπής του κομμουνιστικού κόμματος διότι ετήρησε χλιαράν στάσιν έναντι της ομάδος Μολότωφ-Μαλένκωφ. <box>593 1206 769 1282</box>
article-text: ΣΤΑΝΛΕΫΒΙΛ, 17. (Βελγικόν Κογκό). — Κυνηγοί εφόνευσαν λέοντα εις την κοιλίαν του οποίου ευρέθησαν οστά ανθρώπου. Πιστεύεται ότι πρόκειται περί ιθαγενούς εξαφανισθέντος προ ημερών. <box>397 1213 582 1266</box>
article-text: ΛΟΝΔΙΝΟΝ, 17. (Ασσ. Πρές). — Ο κομμουνιστής ηγέτης Νικήτας Κρουστσέφ επισπεύδει το ταξίδιόν του εις την Συρίαν και την Αίγυπτον, όπου θα εξαπολύση επίθεσιν εναντίον του δόγματος Αϊζενχάουερ. <box>1332 199 1503 265</box>
article-text: ΑΘΗΝΑΙ, 17. — Κατά τα στατιστικά στοιχεία της Εθνικής Στατιστικής Υπηρεσίας της Ελλάδος, η συνολική αξία των εισαγωγών κατά το πρώτον εξάμηνον του 1957 ανήλθεν εις 1.285,6 εκατ. δολλ., αι δε εξαγωγαί εις 555,7 εκατ. δολλ. <box>8 1910 191 1975</box>
subheading: ΠΟΛΛΟΙ ΑΠΟΛΥΣΙΑΖΟΥΝ <box>220 348 364 361</box>
article-text: ΚΟΜΟΤΗΝΗ, 17. — Υπό του δημάρχου ανακοινούται ότι λόγω της λειψυδρίας η υδροδότησις της πόλεως θα γίνεται κατά διαστήματα. <box>397 1730 582 1773</box>
article-text: ΒΙΕΝΝΗ, 17. (Ασσ. Πρές). — Ο δολοφόνος του μικρού παιδός εδήλωσε ενώπιον των δικαστικών αρχών ότι μετανοεί διά την πράξιν του. <box>397 1451 582 1494</box>
article-trafficking <box>397 1288 582 1386</box>
article-text: ΜΑΝΧΑΙΜ, 17. (Ρώϋτερ). — Δύο άγνωστοι ένοπλοι εισήλθον εις μίαν τράπεζαν και αφήρεσαν χρηματικόν ποσόν. Οι αστυνομικοί τους κατεδίωξαν και εσημειώθη ανταλλαγή πυροβολισμών. Οι δράσται διέφυγον. <box>8 966 191 1031</box>
article-text: ΛΟΝΔΙΝΟΝ, 17. (Ασσ. Πρές). — Η επίθεσις του λόρδου Άλτριγκαμ κατά της Αυλής συνεχίζει να προκαλή ζωηράς συζητήσεις εις όλην την Αγγλίαν. <box>1151 1246 1322 1289</box>
article-text: Υπό του προέδρου του κόμματος των Φιλελευθέρων κ. Σοφ. Βενιζέλου εγένοντο δεκτοί πολλοί νέοι οπαδοί, οι οποίοι εδήλωσαν την προσχώρησίν των εις το κόμμα. <box>397 393 582 448</box>
headline: ΓΟΡΓΟΣ Ο ΡΥΘΜΟΣ ΕΞΟΔΟΥ ΤΩΝ ΓΙΟΥΓΚΟΣΛΑΒΩΝ ΠΡΟΣ ΤΗΝ ΑΥΣΤΡΙΑΝ <box>411 523 568 576</box>
column-1 <box>8 27 384 2407</box>
article-text: ΜΟΣΧΑ, 17. (Ασσ. Πρές). — Αι αρχαί της Δημοκρατίας του Καζακστάν ανακοινούν ότι οι μεθυσμένοι οδηγοί οι οποίοι προκαλούν θανατηφόρα ατυχήματα θα τυφεκίζωνται. <box>1332 772 1503 826</box>
article-text: ΒΕΛΙΓΡΑΔΙΟΝ, 17. (Ρώϋτερ). — Κατά πληροφορίας ασφαλών πηγών, ο σοβιετικός πρωθυπουργός Μπουλγκάνιν ετιμωρήθη διά μομφής υπό της κεντρικής επιτροπής του κομμουνιστικού κόμματος διότι ετήρησε χλιαράν στάσιν έναντι της ομάδος Μολότωφ-Μαλένκωφ. <box>779 1053 954 1128</box>
headline: ΣΥΝΕΧΙΖΕΤΑΙ Ο ΘΟΡΥΒΟΣ ΤΗΣ ΕΠΙΚΡΙΣΕΙΣ ΤΟΥ ΛΟΡΔΟΥ ΑΛΤΡΙΓΚΑΜ ΚΑΤΑ ΤΗΣ ΑΥΛΗΣ ΚΑΙ ΑΥΤΗΣ ΤΑΥΤΗΣ ΤΗΣ ΒΑΣΙΛΙΣΣΗΣ ΕΛΙΣΑΒΕΤ <box>1159 1185 1495 1225</box>
column-3 <box>593 28 1140 2202</box>
column-2 <box>397 28 582 2202</box>
article-text: ΛΟΝΔΙΝΟΝ, 17. (Ασσ. Πρές). — Η επίθεσις του λόρδου Άλτριγκαμ κατά της Αυλής συνεχίζει να προκαλή ζωηράς συζητήσεις εις όλην την Αγγλίαν. <box>1151 1290 1322 1333</box>
headline: ΤΥΦΕΚΙΖΟΝΤΑΙ ΟΙ ΜΕΘΥΣΜΕΝΟΙ ΟΔΗΓΟΙ ΕΙΣ ΤΗΝ ΔΗΜΟΚΡΑΤΙΑΝ ΤΟΥ ΚΑΖΑΚΣΤΑΝ <box>1164 714 1489 767</box>
article-text: ΛΕΥΚΩΣΙΑ, 17. (Ρώϋτερ). — Αι βρεταννικαί δυνάμεις ασφαλείας απέκλεισαν χωρίον της επαρχίας Αμμοχώστου και προέβησαν εις ερεύνας. <box>964 294 1140 337</box>
article-gomulka <box>8 28 384 465</box>
headline: Ο Κ. ΓΚΟΜΟΥΛΚΑ ΠΡΟΕΙΔΟΠΟΙΕΙ ΤΟΥΣ ΠΟΛΩΝΟΥΣ ΕΡΓΑΖΟΜΕΝΟΥΣ ΟΤΙ ΕΙΝΕ ΑΝΩΦΕΛΕΣ ΝΑ ΑΠΕΡΓΟΥΝ ΔΙΟΤΙ ΔΕΝ ΘΑ ΛΑΒΟΥΝ ΑΥΞΗΣΕΙΣ <box>19 27 372 218</box>
headline: ΘΑ ΚΑΤΑΡΓΗΘΗ ΕΙΣ ΤΗΝ ΡΩΣΣΙΑΝ Η ΝΥΜΦΙΚΗ ΕΣΘΗΣ ΘΑ ΘΕΣΠΙΣΘΗ ΔΕ ΚΑΙ Ο ΔΟΚΙΜΑΣΤΙΚΟΣ ΓΑΜΟΣ; <box>13 1117 378 1163</box>
article-yugoslavs <box>397 525 582 691</box>
article-text: ΑΘΗΝΑΙ, 17. — Επιδοτικόν τηλεγράφημα αναφέρει ότι εξερράγη πυρκαϊά εις δάσος της νήσου Σκύρου. Η πυρκαϊά κατεσβέσθη χάρις εις τας προσπαθείας των κατοίκων. <box>397 1634 582 1677</box>
headline: ΕΛΛΕΙΨΙΣ ΥΔΑΤΟΣ ΕΙΣ ΚΟΜΟΤΗΝΗΝ <box>416 1698 563 1725</box>
article-text: ΝΕΑ ΥΟΡΚΗ, 17. (Ρώϋτερ). — Ο πρώην πρόεδρος της Παγκοσμίου Τραπέζης κ. Γιουτζίν Μπλακ δηλοί ότι ο κ. Φόστερ Ντάλλες εχειρίσθη κακώς το ζήτημα της χρηματοδοτήσεως του φράγματος του Ασσουάν. <box>200 1515 384 1580</box>
headline-secondary: Ο ΤΥΠΟΣ ΕΞΑΙΡΕΙ ΤΗΝ ΣΗΜΑΣΙΑΝ ΤΩΝ ΣΥΝΟΜΙΛΙΩΝ <box>617 516 1116 569</box>
article-text: ΑΘΗΝΑΙ, 17. — Η κοινή απόφασις των υπουργών Εργασίας και Οικονομικών διά της οποίας αναπροσαρμόζονται τα όρια αποζημιώσεως των εργατικών ατυχημάτων εδημοσιεύθη εις την Εφημερίδα της Κυβερνήσεως. <box>8 1714 191 1780</box>
article-text: ΚΑΪΡΟΝ, 17. (Ασσ. Πρές). — Η Σαουδική Αραβία ανέστειλεν αιφνιδίως τας φορτώσεις πετρελαίων διά την Αίγυπτον. Η απόφασις αυτή προκαλεί εντύπωσιν εις τους πολιτικούς κύκλους. <box>777 1548 952 1603</box>
article-text: ΑΛΓΕΡΙΟΝ, 17. (Ασσ. Πρές). — Εσημειώθησαν νέαι αιματηραί επιθέσεις ανταρτών εις διάφορα σημεία του Αλγερίου. Εις το Μαρόκον εσημειώθη μεγάλη συμπλοκή. <box>1332 431 1503 485</box>
article-jakarta <box>397 940 582 1093</box>
headline: ΜΥΣΤΙΚΑΙ ΑΝΤΑΛΛΑΓΑΙ ΑΠΟΨΕΩΝ ΜΕΤΑΞΥ ΛΟΝΔΙΝΟΥ ΚΑΙ ΑΘΗΝΩΝ ΕΠΙ ΤΗΣ ΣΥΓΚΛΗΣΕΩΣ ΔΙΑΣΚΕΨΕΩΣ; <box>608 27 1125 161</box>
headline: ΕΜΠΟΡΙΟΝ ΛΕΥΚΗΣ ΣΑΡΚΟΣ ΜΕΤΑΞΥ ΑΥΣΤΡΙΑΣ ΚΑΙ ΑΚΤΩΝ ΜΕΣΟΓΕΙΟΥ <box>398 1287 581 1327</box>
article-text: ΣΥΝΕΧΕΙΑ. Η αιγυπτιακή κυβέρνησις και ο τύπος επεφύλαξαν θερμοτάτην υποδοχήν εις την ελληνικήν αντιπροσωπείαν. Αι εφημερίδες του Καΐρου εξαίρουν την σημασίαν των συνομιλιών μεταξύ των δύο χωρών και τονίζουν την παραδοσιακήν φιλίαν του ελληνικού και του αιγυπτιακού λαού. <box>593 574 769 661</box>
article-fever <box>397 189 582 342</box>
article-text: ΚΑΪΡΟΝ, 17. (Ασσ. Πρές). — Η Σαουδική Αραβία ανέστειλεν αιφνιδίως τας φορτώσεις πετρελαίων διά την Αίγυπτον. Η απόφασις αυτή προκαλεί εντύπωσιν εις τους πολιτικούς κύκλους. <box>777 1658 952 1712</box>
article-text: ΒΕΛΙΓΡΑΔΙΟΝ, 17. (Ρώϋτερ). — Κατά πληροφορίας ασφαλών πηγών, ο σοβιετικός πρωθυπουργός Μπουλγκάνιν ετιμωρήθη διά μομφής υπό της κεντρικής επιτροπής του κομμουνιστικού κόμματος διότι ετήρησε χλιαράν στάσιν έναντι της ομάδος Μολότωφ-Μαλένκωφ. <box>779 1206 954 1282</box>
article-text: ΣΥΝΕΧΕΙΑ. Η αιγυπτιακή κυβέρνησις και ο τύπος επεφύλαξαν θερμοτάτην υποδοχήν εις την ελληνικήν αντιπροσωπείαν. Αι εφημερίδες του Καΐρου εξαίρουν την σημασίαν των συνομιλιών μεταξύ των δύο χωρών και τονίζουν την παραδοσιακήν φιλίαν του ελληνικού και του αιγυπτιακού λαού. <box>593 836 769 924</box>
column-4 <box>1151 28 1503 2166</box>
article-text: ΔΑΜΑΣΚΟΣ, 17. (Ρώϋτερ). — Ο πρωθυπουργός του Λιβάνου κ. Σάμη Σολχ προσεφέρθη να μεσολαβήση διά την αποκατάστασιν των σχέσεων. <box>200 2317 384 2361</box>
article-text: ΒΙΕΝΝΗ, 17. (Ασσ. Πρές). — Αι ουγγρικαί αρχαί ανεκοίνωσαν την εκτέλεσιν δύο ακόμη ατόμων καταδικασθέντων διά συμμετοχήν εις την επανάστασιν. <box>964 1410 1140 1464</box>
headline: ΟΙ ΕΝΔΕΚΑ ΠΕΡΣΑΙ ΑΦΟΥ ΠΡΟΣΕΚΥΝΗΣΑΝ ΕΙΣ ΜΕΚΚΑΝ ΗΛΘΟΝ ΕΙΣ ΑΘΗΝΑΣ ΚΑΙ ΔΙΕΠΡΑΞΑΝ ΣΩΡΕΙΑΝ ΚΛΟΠΩΝ <box>1171 956 1483 996</box>
article-text: ΚΑΪΡΟΝ, 17. (Ασσ. Πρές). — Η Σαουδική Αραβία ανέστειλεν αιφνιδίως τας φορτώσεις πετρελαίων διά την Αίγυπτον. Η απόφασις αυτή προκαλεί εντύπωσιν εις τους πολιτικούς κύκλους. <box>593 1658 768 1712</box>
article-text: ΜΟΣΧΑ, 17. (Ασσ. Πρές). — Αι αρχαί της Δημοκρατίας του Καζακστάν ανακοινούν ότι οι μεθυσμένοι οδηγοί οι οποίοι προκαλούν θανατηφόρα ατυχήματα θα τυφεκίζωνται. <box>1151 772 1322 826</box>
article-text: ΚΩΝΣΤΑΝΤΙΝΟΥΠΟΛΙΣ, 17. — Η τουρκική εφημερίς «Τσουμχουριέτ» εκφράζει φόβους ότι η Αγγλία ενδέχεται να προβή εις παραχωρήσεις προς την Ελλάδα. <box>779 329 954 383</box>
headline: ΟΙ ΑΙΓΥΠΤΙΟΙ ΕΠΕΦΥΛΑΞΑΝ ΘΕΡΜΗΝ ΥΠΟΔΟΧΗΝ ΕΙΣ ΤΟΥΣ ΕΠΙΣΗΜΟΥΣ ΕΚΠΡΟΣΩΠΟΥΣ ΤΗΣ ΕΛΛΑΔΟΣ <box>627 435 1106 513</box>
article-text: ΖΥΡΙΧΗ, 17. (Ασσ. Πρές). — Αι φήμαι περί υποτιμήσεως της βρεταννικής στερλίνας προεκάλεσαν ραγδαίαν πτώσιν της τιμής της εις το χρηματιστήριον της Ζυρίχης. Η πτώσις είναι η μεγαλυτέρα από της εποχής της υποτιμήσεως κατά το έτος 1949. <box>397 91 582 167</box>
article-kazakhstan <box>1151 716 1503 937</box>
article-text: ΜΟΣΧΑ, 17. (Ασσ. Πρές). — Αι αρχαί της Δημοκρατίας του Καζακστάν ανακοινούν ότι οι μεθυσμένοι οδηγοί οι οποίοι προκαλούν θανατηφόρα ατυχήματα θα τυφεκίζωνται. <box>1332 827 1503 881</box>
article-text: ΒΕΛΙΓΡΑΔΙΟΝ, 17. (Ρώϋτερ). — Κατά πληροφορίας ασφαλών πηγών, ο σοβιετικός πρωθυπουργός Μπουλγκάνιν ετιμωρήθη διά μομφής υπό της κεντρικής επιτροπής του κομμουνιστικού κόμματος διότι ετήρησε χλιαράν στάσιν έναντι της ομάδος Μολότωφ-Μαλένκωφ. <box>593 1053 769 1128</box>
article-text: ΤΣΑΚΑΡΤΑ, 17. (Ρώϋτερ). — Η πρωτεύουσα της Ινδονησίας διαβιοί εντός ατμοσφαίρας ηλεκτρισμένης λόγω των τελευταίων πολιτικών εξελίξεων. Η κυβέρνησις έλαβεν αυστηρά μέτρα τάξεως. <box>397 1039 582 1092</box>
article-clergy <box>397 712 582 920</box>
article-text: ΒΕΛΙΓΡΑΔΙΟΝ, 17. (Ρώϋτερ). — Κατά πληροφορίας ασφαλών πηγών, ο σοβιετικός πρωθυπουργός Μπουλγκάνιν ετιμωρήθη διά μομφής υπό της κεντρικής επιτροπής του κομμουνιστικού κόμματος διότι ετήρησε χλιαράν στάσιν έναντι της ομάδος Μολότωφ-Μαλένκωφ. <box>593 1302 769 1379</box>
subheading: ΦΟΝΟΣ ΗΓΕΤΟΥ <box>1190 450 1283 463</box>
footer-banner: ΩΡΑ 5.30' ΠΡΩΪΝΗ ΤΗΣ ΚΥΡΙΑΚΗΣ <box>1143 2174 1503 2211</box>
article-algeria <box>1151 286 1503 521</box>
article-text: ΠΑΡΙΣΙΟΙ, 17. (Ασσ. Πρές). — Η σοβιετική εφημερίς «Κομσομόλσκαγια Πράβδα» δημοσιεύει άρθρον περί του γάμου. Κατά το άρθρον, οι νέοι πρέπει να δύνανται να δοκιμάζουν την συμβίωσιν πριν συνάψουν οριστικόν γάμον. <box>8 1168 191 1233</box>
article-text: ΝΕΑ ΥΟΡΚΗ, 17. (Ρώϋτερ). — Ο πρώην πρόεδρος της Παγκοσμίου Τραπέζης κ. Γιουτζίν Μπλακ δηλοί ότι ο κ. Φόστερ Ντάλλες εχειρίσθη κακώς το ζήτημα της χρηματοδοτήσεως του φράγματος του Ασσουάν. <box>8 1515 191 1580</box>
article-text: ΜΠΑΧΡΕΪΝ, 17. (Ρώϋτερ). — Το βρεταννικόν υπουργείον των Εξωτερικών αντιμετωπίζει την προοπτικήν της συζητήσεως του ζητήματος του Ομάν ενώπιον των Ηνωμένων Εθνών. Αι αραβικαί χώραι ζητούν την εγγραφήν του θέματος εις την ημερησίαν διάταξιν. Η Αγγλία αναμένει την αρωγήν των Ηνωμένων Πολιτειών. <box>200 666 384 765</box>
article-compensation <box>8 1602 384 1780</box>
article-lion <box>397 1114 582 1267</box>
article-text: ΚΑΪΡΟΝ, 17. (Ασσ. Πρές). — Η Σαουδική Αραβία ανέστειλεν αιφνιδίως τας φορτώσεις πετρελαίων διά την Αίγυπτον. Η απόφασις αυτή προκαλεί εντύπωσιν εις τους πολιτικούς κύκλους. <box>777 1603 952 1658</box>
article-text: ΑΘΗΝΑΙ, 17. — Κατά τα στατιστικά στοιχεία της Εθνικής Στατιστικής Υπηρεσίας της Ελλάδος, η συνολική αξία των εισαγωγών κατά το πρώτον εξάμηνον του 1957 ανήλθεν εις 1.285,6 εκατ. δολλ., αι δε εξαγωγαί εις 555,7 εκατ. δολλ. <box>200 1845 384 1910</box>
article-text: ΒΙΕΝΝΗ, 17. (Ασσ. Πρές). — Ο αριθμός των Γιουγκοσλάβων προσφύγων οι οποίοι διέρχονται τα σύνορα προς την Αυστρίαν αυξάνει διαρκώς. Κατά τας τελευταίας ημέρας έφθασαν εκατοντάδες πρόσφυγες. <box>397 635 582 689</box>
article-text: Ο Έλλην πρωθυπουργός κ. Καραμανλής συνοδευόμενος υπό του υπουργού των Εξωτερικών επεσκέφθη το προεδρικόν μέγαρον όπου έγινε δεκτός υπό του προέδρου Νάσσερ. <box>779 694 954 748</box>
article-text: ΜΟΣΧΑ, 17. (Ασσ. Πρές). — Αι αρχαί της Δημοκρατίας του Καζακστάν ανακοινούν ότι οι μεθυσμένοι οδηγοί οι οποίοι προκαλούν θανατηφόρα ατυχήματα θα τυφεκίζωνται. <box>1151 882 1322 936</box>
subheading: ΑΛΛΑΙ ΔΥΟ ΕΚΤΕΛΕΣΕΙΣ ΕΙΣ ΤΗΝ ΟΥΓΓΑΡΙΑΝ <box>971 1382 1132 1407</box>
article-text: ΒΕΛΙΓΡΑΔΙΟΝ, 17. (Ρώϋτερ). — Κατά πληροφορίας ασφαλών πηγών, ο σοβιετικός πρωθυπουργός Μπουλγκάνιν ετιμωρήθη διά μομφής υπό της κεντρικής επιτροπής του κομμουνιστικού κόμματος διότι ετήρησε χλιαράν στάσιν έναντι της ομάδος Μολότωφ-Μαλένκωφ. <box>593 1129 769 1205</box>
article-khrushchev <box>1151 28 1503 266</box>
article-text: ΜΟΣΧΑ, 17. — Τα ανώτατα στελέχη του κόμματος αρχίζουν τας θερινάς διακοπάς των. <box>1332 1635 1503 1667</box>
article-text: ΒΑΡΣΟΒΙΑ, 17. (Ασσ. Πρές). — Η δημοσία Πολωνική Αγρίων εργάτων θα αναδιοργανωθή και πολλοί εργάται θα απολυθούν. Κατά την έκθεσιν, ούτως θα επιτευχθή οικονομία 140.000 ζλότυ. <box>200 364 384 419</box>
headline: Ο ΚΡΟΥΣΤΣΕΦ ΕΠΙΣΠΕΥΔΕΙ ΤΟ ΤΑΞΙΔΙΟΝ ΕΙΣ ΤΗΝ ΣΥΡΙΑΝ ΚΑΙ ΕΙΣ ΑΙΓΥΠΤΟΝ ΙΝΑ ΕΞΑΠΟΛΥΣΗ ΕΚΕΙΘΕΝ ΕΠΙΘΕΣΙΝ ΕΝΑΝΤΙΟΝ ΤΟΥ ΔΟΓΜΑΤΟΣ ΑΪΖΕΝΧΑΟΥΕΡ <box>1165 27 1488 129</box>
article-text: ΑΛΕΞΑΝΔΡΟΥΠΟΛΙΣ, 17. — Η διαμαρτυρία των εμπόρων και επαγγελματιών κατέληξεν εις συλλήψεις προέδρων συντεχνιών. <box>964 1120 1140 1162</box>
article-text: ΚΩΝΣΤΑΝΤΙΝΟΥΠΟΛΙΣ, 17. — Η τουρκική εφημερίς «Τσουμχουριέτ» εκφράζει φόβους ότι η Αγγλία ενδέχεται να προβή εις παραχωρήσεις προς την Ελλάδα. <box>964 219 1140 274</box>
article-text: ΑΘΗΝΑΙ, 17. — Κατά τα στατιστικά στοιχεία της Εθνικής Στατιστικής Υπηρεσίας της Ελλάδος, η συνολική αξία των εισαγωγών κατά το πρώτον εξάμηνον του 1957 ανήλθεν εις 1.285,6 εκατ. δολλ., αι δε εξαγωγαί εις 555,7 εκατ. δολλ. <box>8 1845 191 1910</box>
article-text: ΑΘΗΝΑΙ, 17. — Υπό της αστυνομίας συνελήφθησαν ένδεκα Πέρσαι, οι οποίοι αφού επεσκέφθησαν την Μέκκαν ήλθον εις Αθήνας και διέπραξαν σωρείαν κλοπών. <box>1151 1110 1322 1164</box>
article-text: Ο Έλλην πρωθυπουργός κ. Καραμανλής συνοδευόμενος υπό του υπουργού των Εξωτερικών επεσκέφθη το προεδρικόν μέγαρον όπου έγινε δεκτός υπό του προέδρου Νάσσερ. <box>779 748 954 802</box>
article-russia-wedding <box>8 1119 384 1367</box>
article-bank <box>8 885 384 1098</box>
article-text: ΝΕΑ ΥΟΡΚΗ, 17. (Ασσ. Πρές). — Δύο νήπια εγκατελείφθησαν εις μίαν εκκλησίαν μετά σημειώσεως ότι οι γονείς των δεν έχουν τα μέσα να τα θρέψουν. <box>1332 585 1503 640</box>
subheading: ΑΝΕΤΙΝΑΧΘΗ Η ΓΡΑΜΜΗ Η ΣΥΝΔΕΟΥΣΑ ΤΟ ΑΜΜΑΝ ΤΗΝ ΒΗΡΥΤΟΝ ΚΑΙ ΤΗΝ ΔΑΜΑΣΚΟΝ <box>968 1176 1136 1226</box>
headline: Η ΑΓΓΛΙΑ ΖΗΤΕΙ ΤΗΝ ΑΡΩΓΗΝ ΤΗΣ ΑΜΕΡΙΚΗΣ ΔΙΑ ΝΑ ΑΝΤΙΜΕΤΩΠΙΣΗ ΕΝΤΟΣ ΤΩΝ Η. Ε. ΤΗΝ ΠΕΡΙ ΤΟΥ ΟΜΑΝ ΑΙΤΗΣΙΝ ΤΩΝ ΑΡΑΒΩΝ <box>26 485 365 562</box>
article-persians <box>1151 957 1503 1165</box>
article-text: ΜΟΣΧΑ, 17. (Ασσ. Πρές). — Ο πρωθυπουργός Μπουλγκάνιν παρέστη εις δεξίωσιν δοθείσαν εις την πρεσβείαν. <box>593 1399 769 1432</box>
article-text: ΛΟΝΔΙΝΟΝ, 17. (Ασσ. Πρές). — Ο πρώτος γραμματεύς του πολωνικού κομμουνιστικού κόμματος κ. Βλαδισλάβ Γκομούλκα προειδοποίησε τους εργάτας ότι είναι ανωφελές να απεργούν δεδομένου ότι δεν θα λάβουν αυξήσεις αποδοχών. Ο κ. Γκομούλκα ετόνισεν ότι η παραγωγή πρέπει να αυξηθή και ότι η κυβέρνησις δεν δύναται να παραχωρήση περισσοτέρας αυξήσεις. Αι απεργίαι, είπε, θα επιβαρύνουν την οικονομίαν της χώρας. <box>8 224 191 344</box>
article-text: ΑΛΓΕΡΙΟΝ, 17. (Ασσ. Πρές). — Εσημειώθησαν νέαι αιματηραί επιθέσεις ανταρτών εις διάφορα σημεία του Αλγερίου. Εις το Μαρόκον εσημειώθη μεγάλη συμπλοκή. <box>1151 391 1322 445</box>
article-text: ΣΥΝΕΧΕΙΑ. Η αιγυπτιακή κυβέρνησις και ο τύπος επεφύλαξαν θερμοτάτην υποδοχήν εις την ελληνικήν αντιπροσωπείαν. Αι εφημερίδες του Καΐρου εξαίρουν την σημασίαν των συνομιλιών μεταξύ των δύο χωρών και τονίζουν την παραδοσιακήν φιλίαν του ελληνικού και του αιγυπτιακού λαού. <box>593 662 769 748</box>
